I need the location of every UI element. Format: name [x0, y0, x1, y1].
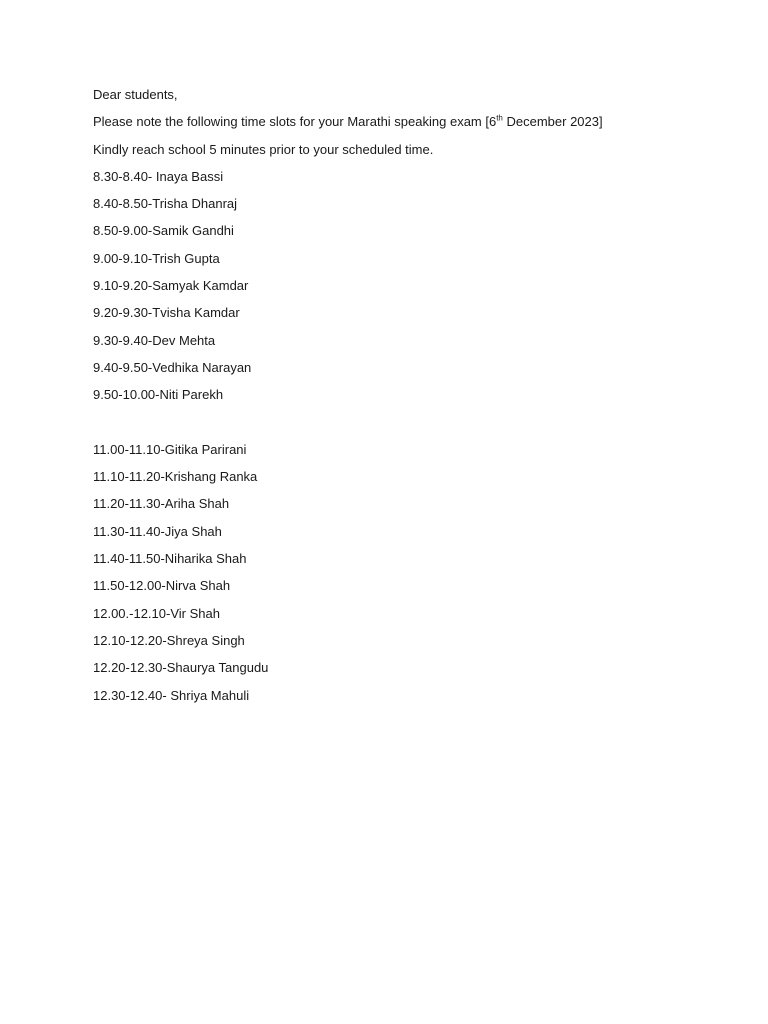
schedule-item: 11.20-11.30-Ariha Shah: [93, 496, 230, 512]
schedule-item: 12.20-12.30-Shaurya Tangudu: [93, 660, 269, 676]
schedule-item: 9.10-9.20-Samyak Kamdar: [93, 278, 249, 294]
schedule-item: 11.30-11.40-Jiya Shah: [93, 523, 222, 539]
schedule-item: 8.40-8.50-Trisha Dhanraj: [93, 196, 238, 212]
blank-line: [93, 414, 713, 441]
intro-text: Please note the following time slots for your Marathi speaking exam [6: [93, 114, 497, 130]
schedule-item: 12.00.-12.10-Vir Shah: [93, 605, 220, 621]
intro-date-tail: December 2023]: [502, 114, 603, 130]
schedule-item: 9.20-9.30-Tvisha Kamdar: [93, 305, 240, 321]
schedule-item: 11.00-11.10-Gitika Parirani: [93, 441, 247, 457]
letter-body: [93, 86, 713, 714]
schedule-item: 11.10-11.20-Krishang Ranka: [93, 469, 258, 485]
schedule-item: 11.40-11.50-Niharika Shah: [93, 551, 247, 567]
date-ordinal-suffix: th: [496, 113, 503, 123]
schedule-item: 12.10-12.20-Shreya Singh: [93, 632, 245, 648]
schedule-item: 8.50-9.00-Samik Gandhi: [93, 223, 234, 239]
reminder-line: Kindly reach school 5 minutes prior to your scheduled time.: [93, 141, 434, 157]
schedule-item: 9.40-9.50-Vedhika Narayan: [93, 359, 252, 375]
schedule-item: 9.00-9.10-Trish Gupta: [93, 250, 220, 266]
intro-line: [93, 113, 713, 131]
schedule-item: 8.30-8.40- Inaya Bassi: [93, 168, 224, 184]
schedule-item: 9.30-9.40-Dev Mehta: [93, 332, 216, 348]
greeting: Dear students,: [93, 87, 178, 102]
schedule-item: 12.30-12.40- Shriya Mahuli: [93, 687, 250, 703]
schedule-item: 11.50-12.00-Nirva Shah: [93, 578, 231, 594]
schedule-item: 9.50-10.00-Niti Parekh: [93, 387, 224, 403]
